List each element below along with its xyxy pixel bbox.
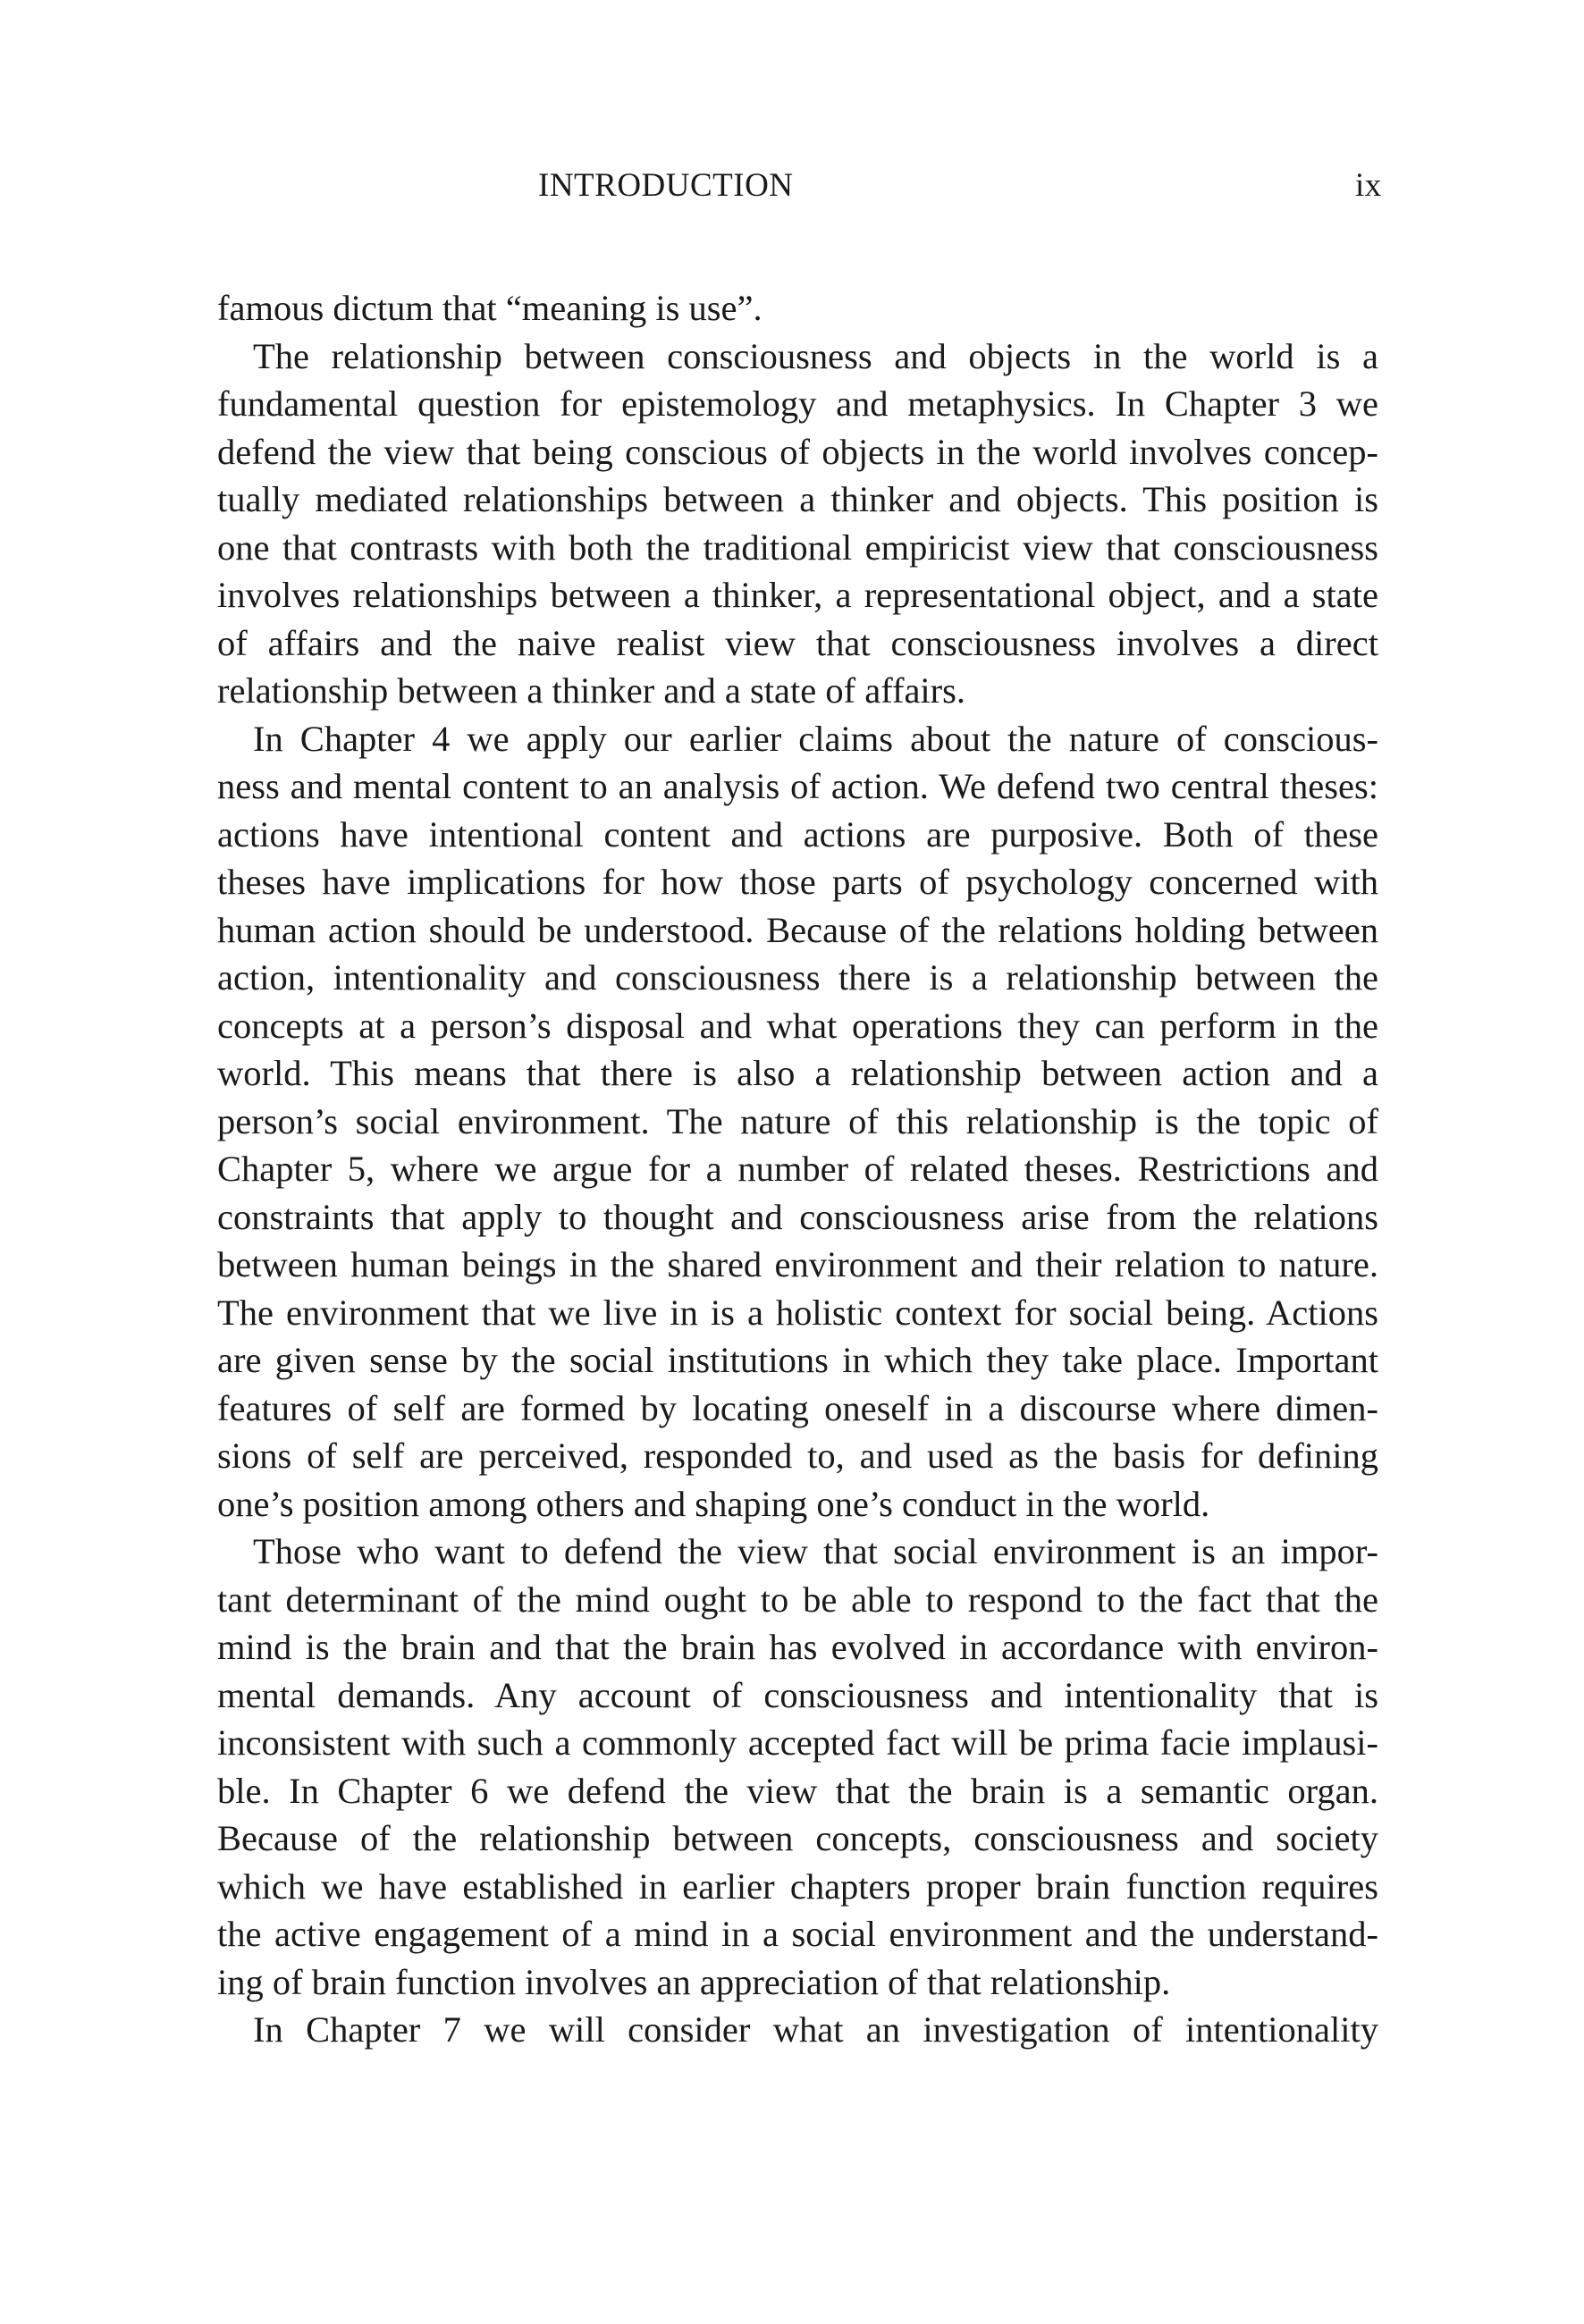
text-line: the active engagement of a mind in a social environment and the understand-	[217, 1914, 1378, 1954]
text-line: famous dictum that “meaning is use”.	[217, 288, 763, 328]
page-number: ix	[1355, 167, 1382, 204]
text-line: are given sense by the social institutions in which they take place. Important	[217, 1340, 1378, 1380]
text-line: person’s social environment. The nature of this relationship is the topic of	[217, 1100, 1378, 1141]
text-line: between human beings in the shared environment and their relation to nature.	[217, 1244, 1378, 1284]
body-text	[217, 284, 1378, 2054]
text-line: human action should be understood. Because of the relations holding between	[217, 909, 1378, 950]
text-line: defend the view that being conscious of objects in the world involves concep-	[217, 431, 1378, 472]
running-header-title: INTRODUCTION	[538, 167, 794, 204]
text-line: actions have intentional content and actions are purposive. Both of these	[217, 813, 1378, 855]
text-line: Those who want to defend the view that social environment is an impor-	[253, 1531, 1378, 1571]
text-line: In Chapter 7 we will consider what an investigation of intentionality	[253, 2009, 1378, 2050]
text-line: Because of the relationship between concepts, consciousness and society	[217, 1818, 1378, 1858]
text-line: inconsistent with such a commonly accepted fact will be prima facie implausi-	[217, 1722, 1378, 1763]
text-line: ble. In Chapter 6 we defend the view that the brain is a semantic organ.	[217, 1770, 1378, 1811]
text-line: fundamental question for epistemology and metaphysics. In Chapter 3 we	[217, 383, 1378, 424]
text-line: involves relationships between a thinker, a representational object, and a state	[217, 575, 1378, 615]
text-line: In Chapter 4 we apply our earlier claims about the nature of conscious-	[253, 718, 1378, 759]
text-line: relationship between a thinker and a state of affairs.	[217, 670, 966, 711]
text-line: mind is the brain and that the brain has evolved in accordance with environ-	[217, 1627, 1378, 1667]
text-line: Chapter 5, where we argue for a number of related theses. Restrictions and	[217, 1149, 1378, 1189]
text-line: tant determinant of the mind ought to be able to respond to the fact that the	[217, 1579, 1378, 1620]
text-line: of affairs and the naive realist view that consciousness involves a direct	[217, 622, 1378, 663]
text-line: features of self are formed by locating oneself in a discourse where dimen-	[217, 1387, 1378, 1428]
text-line: concepts at a person’s disposal and what operations they can perform in the	[217, 1005, 1378, 1046]
text-line: action, intentionality and consciousness there is a relationship between the	[217, 957, 1378, 998]
text-line: ness and mental content to an analysis of action. We defend two central theses:	[217, 766, 1378, 806]
text-line: tually mediated relationships between a thinker and objects. This position is	[217, 479, 1378, 519]
text-line: sions of self are perceived, responded to, and used as the basis for defining	[217, 1436, 1378, 1476]
text-line: The relationship between consciousness and objects in the world is a	[253, 335, 1378, 376]
text-line: The environment that we live in is a holistic context for social being. Actions	[217, 1292, 1378, 1333]
text-line: constraints that apply to thought and consciousness arise from the relations	[217, 1196, 1378, 1237]
text-line: world. This means that there is also a relationship between action and a	[217, 1053, 1378, 1093]
text-line: mental demands. Any account of consciousness and intentionality that is	[217, 1674, 1378, 1715]
text-line: one that contrasts with both the traditional empiricist view that consciousness	[217, 526, 1378, 568]
text-line: ing of brain function involves an appreciation of that relationship.	[217, 1961, 1171, 2002]
text-line: one’s position among others and shaping one’s conduct in the world.	[217, 1483, 1210, 1524]
text-line: theses have implications for how those parts of psychology concerned with	[217, 862, 1378, 902]
text-line: which we have established in earlier chapters proper brain function requires	[217, 1865, 1378, 1907]
